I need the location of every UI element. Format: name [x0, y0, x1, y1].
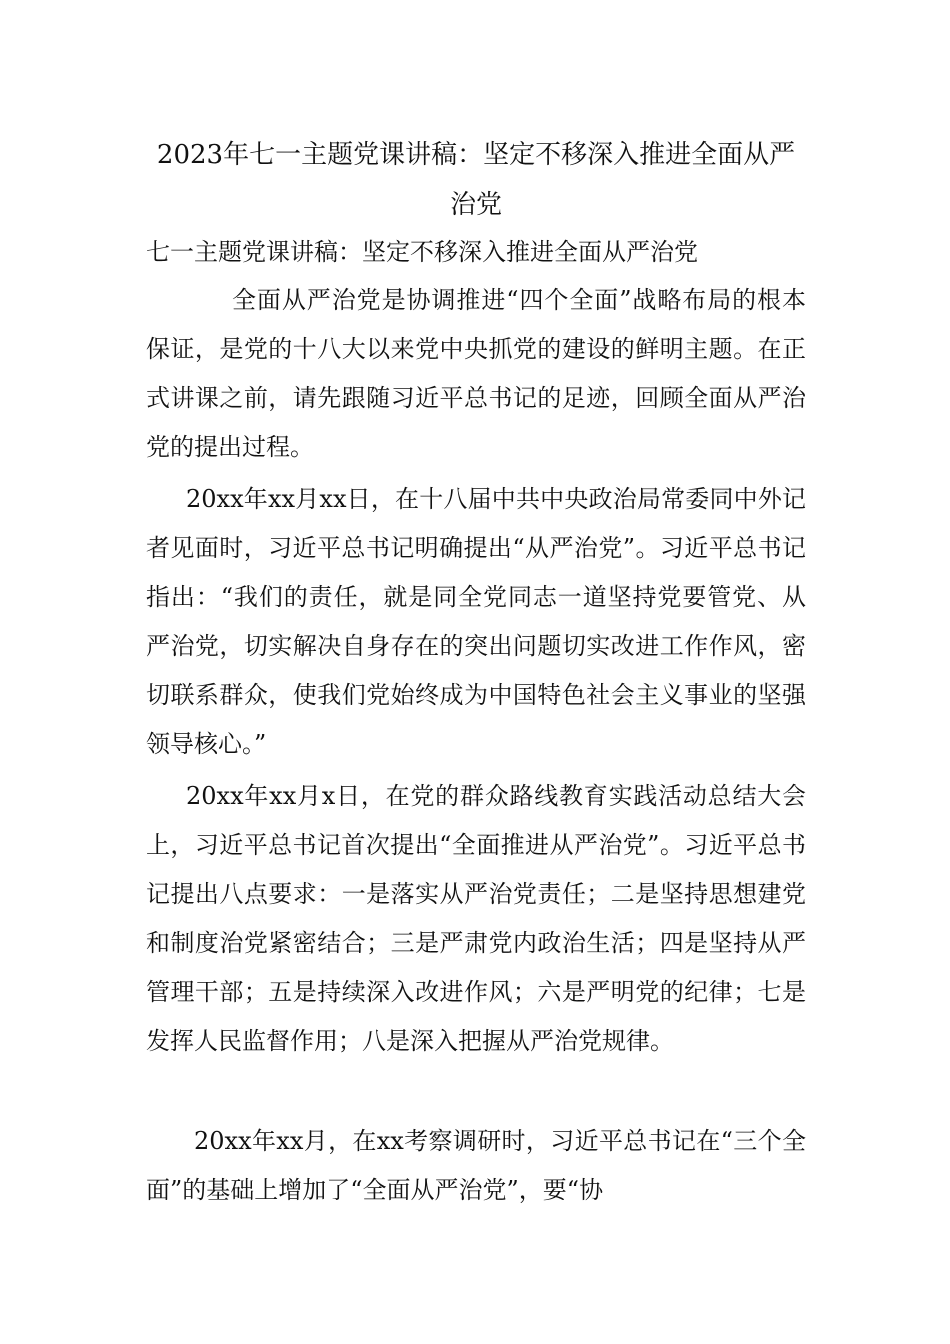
- paragraph-1: 全面从严治党是协调推进“四个全面”战略布局的根本保证，是党的十八大以来党中央抓党的建设的鲜明主题。在正式讲课之前，请先跟随习近平总书记的足迹，回顾全面从严治党的提出过程。: [146, 286, 806, 461]
- document-subtitle: 七一主题党课讲稿：坚定不移深入推进全面从严治党: [146, 238, 698, 266]
- paragraph-4: 20xx年xx月，在xx考察调研时，习近平总书记在“三个全面”的基础上增加了“全面从严治党”，要“协: [146, 1127, 806, 1204]
- paragraph-2: 20xx年xx月xx日，在十八届中共中央政治局常委同中外记者见面时，习近平总书记明确提出“从严治党”。习近平总书记指出：“我们的责任，就是同全党同志一道坚持党要管党、从严治党，切实解决自身存在的突出问题切实改进工作作风，密切联系群众，使我们党始终成为中国特色社会主义事业的坚强领导核心。”: [146, 485, 806, 758]
- document-title: 2023年七一主题党课讲稿：坚定不移深入推进全面从严治党: [156, 140, 796, 220]
- paragraph-3: 20xx年xx月x日，在党的群众路线教育实践活动总结大会上，习近平总书记首次提出“全面推进从严治党”。习近平总书记提出八点要求：一是落实从严治党责任；二是坚持思想建党和制度治党紧密结合；三是严肃党内政治生活；四是坚持从严管理干部；五是持续深入改进作风；六是严明党的纪律；七是发挥人民监督作用；八是深入把握从严治党规律。: [146, 782, 806, 1055]
